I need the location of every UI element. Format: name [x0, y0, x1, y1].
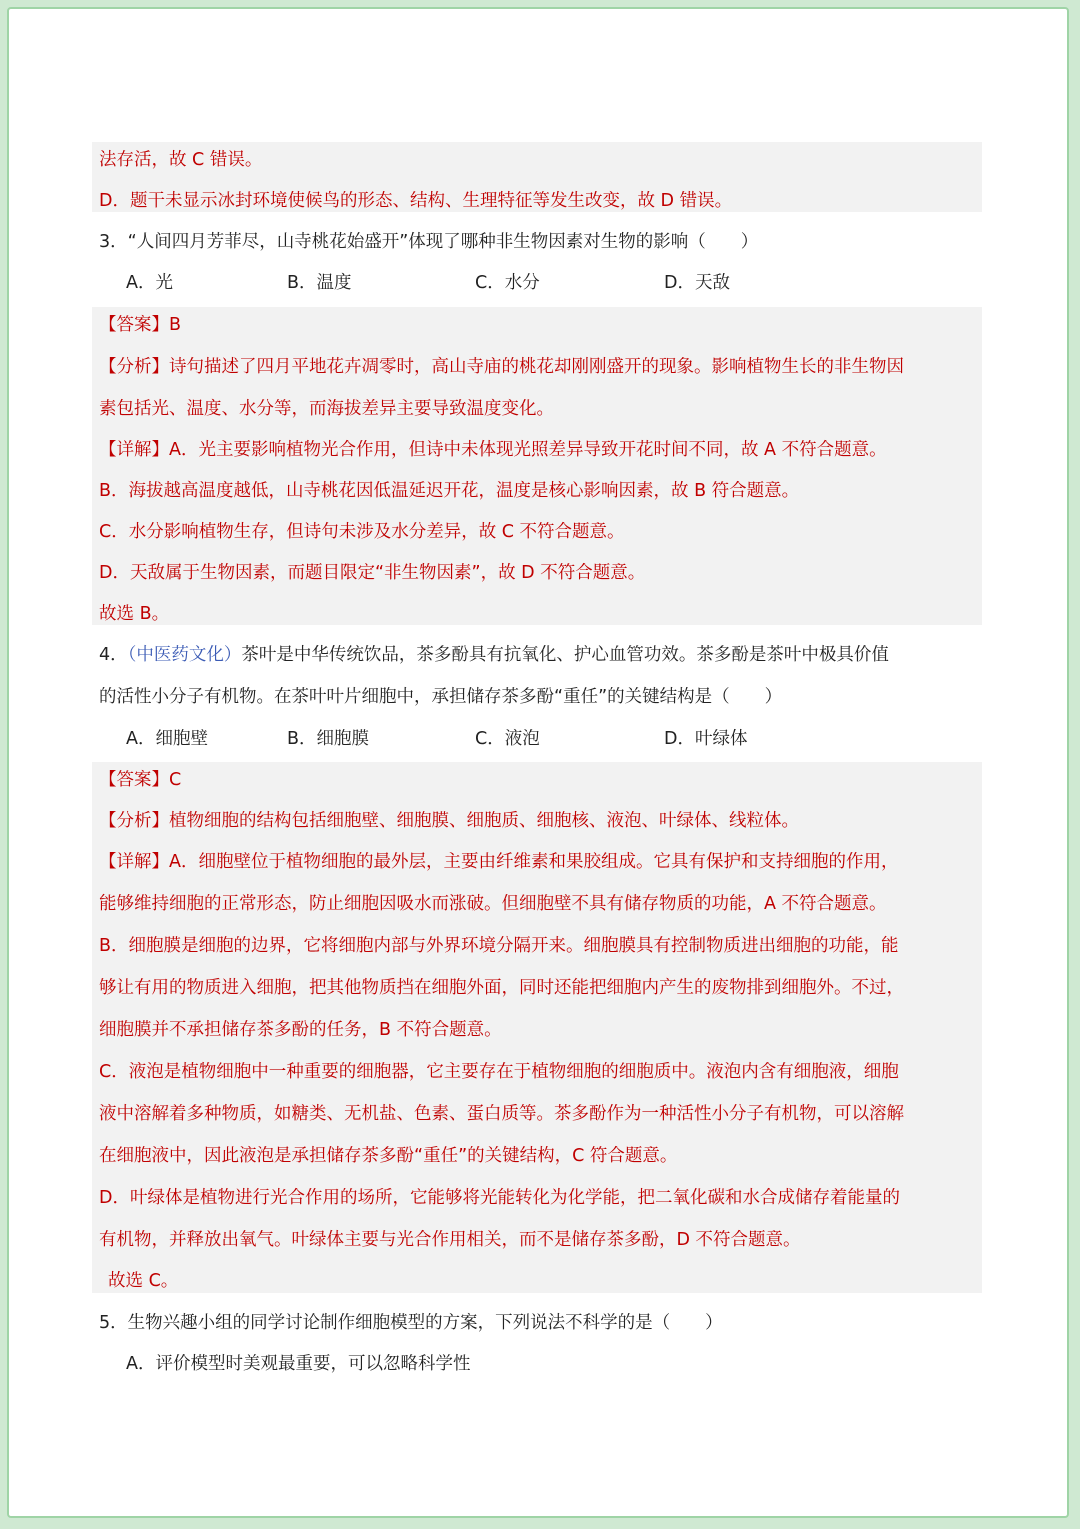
q4-detail-d-line-1: D．叶绿体是植物进行光合作用的场所，它能够将光能转化为化学能，把二氧化碳和水合成储存着能量的	[99, 1188, 900, 1208]
q3-option-d: D．天敌	[664, 273, 730, 293]
q2-explanation-d: D．题干未显示冰封环境使候鸟的形态、结构、生理特征等发生改变，故 D 错误。	[99, 191, 733, 211]
q4-stem-line-1	[99, 638, 889, 672]
q4-detail-b-line-2: 够让有用的物质进入细胞，把其他物质挡在细胞外面，同时还能把细胞内产生的废物排到细胞外。不过，	[99, 978, 904, 998]
q4-conclusion: 故选 C。	[108, 1271, 179, 1291]
q4-detail-a-line-1: 【详解】A．细胞壁位于植物细胞的最外层，主要由纤维素和果胶组成。它具有保护和支持细胞的作用，	[99, 852, 899, 872]
q3-analysis-line-2: 素包括光、温度、水分等，而海拔差异主要导致温度变化。	[99, 399, 554, 419]
q3-option-b: B．温度	[287, 273, 352, 293]
q4-option-d: D．叶绿体	[664, 729, 748, 749]
q4-option-b: B．细胞膜	[287, 729, 370, 749]
q3-answer: 【答案】B	[99, 315, 182, 335]
q4-detail-a-line-2: 能够维持细胞的正常形态，防止细胞因吸水而涨破。但细胞壁不具有储存物质的功能，A 不符合题意。	[99, 894, 887, 914]
q4-detail-c-line-2: 液中溶解着多种物质，如糖类、无机盐、色素、蛋白质等。茶多酚作为一种活性小分子有机物，可以溶解	[99, 1104, 904, 1124]
q4-analysis: 【分析】植物细胞的结构包括细胞壁、细胞膜、细胞质、细胞核、液泡、叶绿体、线粒体。	[99, 811, 799, 831]
q3-detail-c: C．水分影响植物生存，但诗句未涉及水分差异，故 C 不符合题意。	[99, 522, 625, 542]
q3-option-c: C．水分	[475, 273, 540, 293]
q4-number: 4．	[99, 645, 128, 665]
q5-stem: 5．生物兴趣小组的同学讨论制作细胞模型的方案，下列说法不科学的是（ ）	[99, 1313, 723, 1333]
q4-detail-c-line-1: C．液泡是植物细胞中一种重要的细胞器，它主要存在于植物细胞的细胞质中。液泡内含有细胞液，细胞	[99, 1062, 899, 1082]
q3-detail-d: D．天敌属于生物因素，而题目限定“非生物因素”，故 D 不符合题意。	[99, 563, 646, 583]
q3-detail-b: B．海拔越高温度越低，山寺桃花因低温延迟开花，温度是核心影响因素，故 B 符合题意。	[99, 481, 800, 501]
q3-detail-a: 【详解】A．光主要影响植物光合作用，但诗中未体现光照差异导致开花时间不同，故 A 不符合题意。	[99, 440, 887, 460]
q4-detail-b-line-1: B．细胞膜是细胞的边界，它将细胞内部与外界环境分隔开来。细胞膜具有控制物质进出细胞的功能，能	[99, 936, 899, 956]
q4-option-c: C．液泡	[475, 729, 540, 749]
q3-option-a: A．光	[126, 273, 173, 293]
q4-detail-d-line-2: 有机物，并释放出氧气。叶绿体主要与光合作用相关，而不是储存茶多酚，D 不符合题意。	[99, 1230, 801, 1250]
q2-explanation-line: 法存活，故 C 错误。	[99, 150, 263, 170]
q4-stem-text: 茶叶是中华传统饮品，茶多酚具有抗氧化、护心血管功效。茶多酚是茶叶中极具价值	[241, 645, 889, 665]
q3-analysis-line-1: 【分析】诗句描述了四月平地花卉凋零时，高山寺庙的桃花却刚刚盛开的现象。影响植物生长的非生物因	[99, 357, 904, 377]
q4-detail-b-line-3: 细胞膜并不承担储存茶多酚的任务，B 不符合题意。	[99, 1020, 502, 1040]
q4-stem-line-2: 的活性小分子有机物。在茶叶叶片细胞中，承担储存茶多酚“重任”的关键结构是（ ）	[99, 687, 783, 707]
q4-detail-c-line-3: 在细胞液中，因此液泡是承担储存茶多酚“重任”的关键结构，C 符合题意。	[99, 1146, 678, 1166]
q4-topic-tag: （中医药文化）	[127, 645, 242, 665]
q4-answer: 【答案】C	[99, 770, 182, 790]
q3-stem: 3．“人间四月芳菲尽，山寺桃花始盛开”体现了哪种非生物因素对生物的影响（ ）	[99, 232, 759, 252]
q5-option-a: A．评价模型时美观最重要，可以忽略科学性	[126, 1354, 471, 1374]
q4-option-a: A．细胞壁	[126, 729, 208, 749]
q3-conclusion: 故选 B。	[99, 604, 170, 624]
